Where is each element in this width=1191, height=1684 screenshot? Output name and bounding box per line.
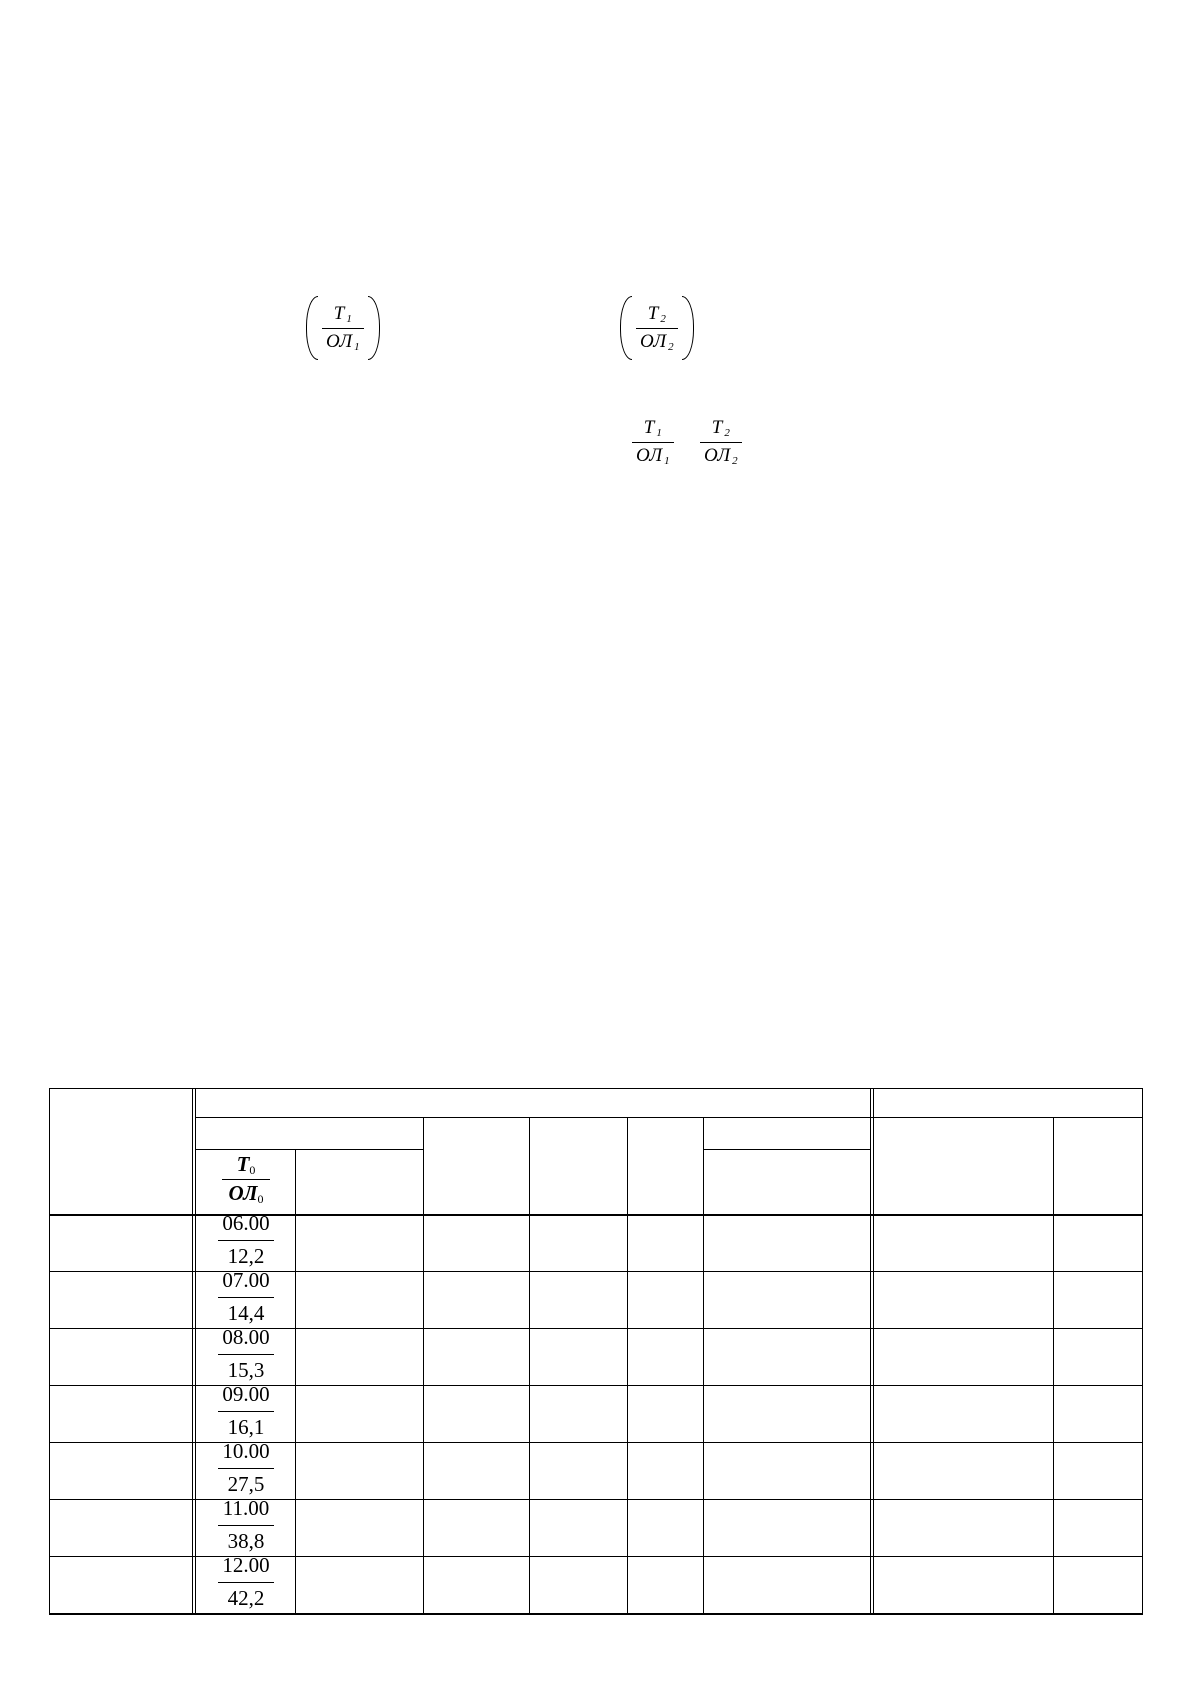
measurement-value: 42,2 bbox=[227, 1586, 265, 1610]
table-col-line bbox=[1053, 1117, 1054, 1615]
fraction-t1-ol1-inline: T $_1$ ОЛ $_1$ bbox=[632, 418, 674, 467]
table-cell-time-value bbox=[196, 1270, 296, 1324]
time-value: 11.00 bbox=[222, 1496, 270, 1520]
formula-ratio-1-parenthesized bbox=[306, 294, 380, 362]
measurement-value: 14,4 bbox=[227, 1301, 265, 1325]
left-parenthesis bbox=[306, 296, 318, 360]
right-parenthesis bbox=[368, 296, 380, 360]
table-double-line-c bbox=[870, 1088, 871, 1615]
time-value: 06.00 bbox=[222, 1211, 270, 1235]
table-header-line-2b bbox=[703, 1149, 871, 1150]
measurement-value: 15,3 bbox=[227, 1358, 265, 1382]
table-header-line-1 bbox=[196, 1117, 1143, 1118]
fraction-t1-ol1: $\frac{T _1}{ОЛ _1}$ bbox=[322, 304, 364, 353]
measurement-value: 16,1 bbox=[227, 1415, 265, 1439]
table-border-top bbox=[49, 1088, 1143, 1089]
table-border-bottom bbox=[49, 1613, 1143, 1615]
table-col-line bbox=[627, 1117, 628, 1615]
table-border-left bbox=[49, 1088, 50, 1615]
time-value: 07.00 bbox=[222, 1268, 270, 1292]
table-cell-time-value bbox=[196, 1327, 296, 1381]
table-cell-time-value bbox=[196, 1213, 296, 1267]
table-header-line-2 bbox=[196, 1149, 424, 1150]
fraction-t2-ol2-inline: T $_2$ ОЛ $_2$ bbox=[700, 418, 742, 467]
time-value: 09.00 bbox=[222, 1382, 270, 1406]
denominator: ОЛ bbox=[326, 330, 353, 352]
numerator: T bbox=[647, 302, 659, 324]
table-cell-time-value bbox=[196, 1384, 296, 1438]
left-parenthesis bbox=[620, 296, 632, 360]
table-border-right bbox=[1142, 1088, 1143, 1615]
formula-ratio-2-parenthesized bbox=[620, 294, 694, 362]
measurement-value: 38,8 bbox=[227, 1529, 265, 1553]
right-parenthesis bbox=[682, 296, 694, 360]
table-double-line-a bbox=[192, 1088, 193, 1615]
table-double-line-d bbox=[873, 1088, 874, 1615]
table-col-line bbox=[529, 1117, 530, 1615]
numerator: T bbox=[333, 302, 345, 324]
time-value: 08.00 bbox=[222, 1325, 270, 1349]
measurement-value: 12,2 bbox=[227, 1244, 265, 1268]
time-value: 12.00 bbox=[222, 1553, 270, 1577]
table-cell-time-value bbox=[196, 1441, 296, 1495]
time-value: 10.00 bbox=[222, 1439, 270, 1463]
table-cell-time-value bbox=[196, 1498, 296, 1552]
denominator: ОЛ bbox=[640, 330, 667, 352]
table-cell-time-value bbox=[196, 1555, 296, 1609]
table-header-t0-ol0: $T_0$ $ОЛ_0$ bbox=[196, 1154, 296, 1205]
measurement-value: 27,5 bbox=[227, 1472, 265, 1496]
table-col-line bbox=[423, 1117, 424, 1615]
fraction-t2-ol2: $\frac{T _2}{ОЛ _2}$ bbox=[636, 304, 678, 353]
table-col-line bbox=[703, 1117, 704, 1615]
